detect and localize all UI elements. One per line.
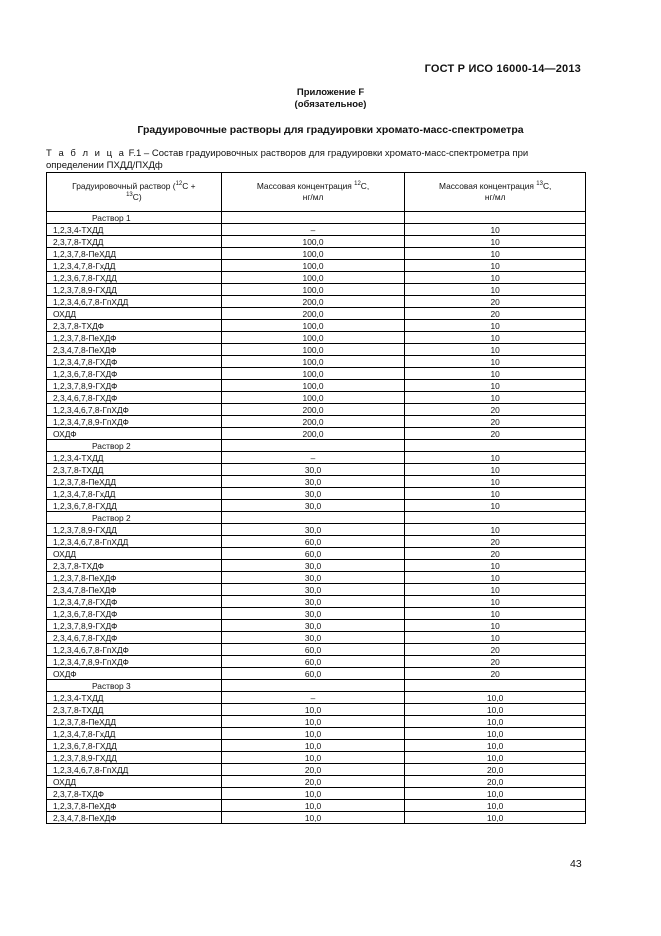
table-row	[47, 704, 586, 716]
compound-cell: 1,2,3,7,8-ПеХДФ	[47, 800, 222, 812]
c12-cell: 200,0	[221, 416, 405, 428]
compound-cell: 2,3,4,7,8-ПеХДФ	[47, 344, 222, 356]
c12-cell: 200,0	[221, 404, 405, 416]
compound-cell: 1,2,3,4,6,7,8-ГпХДД	[47, 536, 222, 548]
c13-cell: 10	[405, 632, 586, 644]
c13-cell: 10	[405, 236, 586, 248]
c13-cell: 10	[405, 380, 586, 392]
table-row	[47, 764, 586, 776]
c13-cell: 10	[405, 248, 586, 260]
c13-cell: 20	[405, 296, 586, 308]
compound-cell: 1,2,3,4,7,8-ГхДД	[47, 488, 222, 500]
table-row	[47, 476, 586, 488]
c12-cell: 100,0	[221, 236, 405, 248]
c13-cell: 10	[405, 344, 586, 356]
table-row	[47, 272, 586, 284]
c13-cell: 10	[405, 320, 586, 332]
c12-cell: 10,0	[221, 752, 405, 764]
c12-cell: 30,0	[221, 596, 405, 608]
compound-cell: 2,3,7,8-ТХДД	[47, 704, 222, 716]
c12-cell: 30,0	[221, 584, 405, 596]
c13-cell: 10,0	[405, 788, 586, 800]
compound-cell: 1,2,3,4,7,8-ГХДФ	[47, 356, 222, 368]
table-body	[47, 212, 586, 824]
table-row	[47, 644, 586, 656]
compound-cell: ОХДД	[47, 548, 222, 560]
compound-cell: 2,3,4,7,8-ПеХДФ	[47, 584, 222, 596]
compound-cell: 1,2,3,4,7,8,9-ГпХДФ	[47, 416, 222, 428]
c13-cell: 10	[405, 452, 586, 464]
compound-cell: ОХДФ	[47, 668, 222, 680]
compound-cell: 2,3,7,8-ТХДФ	[47, 320, 222, 332]
standard-designation: ГОСТ Р ИСО 16000-14—2013	[424, 63, 581, 75]
c12-cell: 30,0	[221, 476, 405, 488]
table-row	[47, 488, 586, 500]
c12-cell: 100,0	[221, 356, 405, 368]
compound-cell: 1,2,3,7,8,9-ГХДД	[47, 284, 222, 296]
c12-cell: 60,0	[221, 548, 405, 560]
c12-cell: 10,0	[221, 800, 405, 812]
compound-cell: 2,3,7,8-ТХДД	[47, 464, 222, 476]
table-row	[47, 656, 586, 668]
c13-cell: 10,0	[405, 716, 586, 728]
c13-cell: 10,0	[405, 728, 586, 740]
group-label: Раствор 2	[47, 512, 222, 524]
c12-cell: 30,0	[221, 620, 405, 632]
c13-cell: 10,0	[405, 704, 586, 716]
c12-cell: 30,0	[221, 524, 405, 536]
c13-cell: 10	[405, 620, 586, 632]
compound-cell: 1,2,3,4,6,7,8-ГпХДФ	[47, 644, 222, 656]
table-group-row	[47, 512, 586, 524]
c13-cell: 10	[405, 224, 586, 236]
c13-cell: 10	[405, 488, 586, 500]
table-row	[47, 752, 586, 764]
table-row	[47, 536, 586, 548]
compound-cell: 1,2,3,6,7,8-ГХДД	[47, 500, 222, 512]
table-row	[47, 368, 586, 380]
compound-cell: 1,2,3,7,8,9-ГХДФ	[47, 380, 222, 392]
table-header-row	[47, 173, 586, 212]
compound-cell: ОХДД	[47, 776, 222, 788]
table-caption	[46, 148, 586, 172]
calibration-table	[46, 172, 586, 824]
compound-cell: 1,2,3,4,7,8-ГХДФ	[47, 596, 222, 608]
c12-cell: –	[221, 224, 405, 236]
table-row	[47, 572, 586, 584]
compound-cell: 1,2,3,7,8-ПеХДФ	[47, 572, 222, 584]
table-row	[47, 776, 586, 788]
compound-cell: 1,2,3,7,8,9-ГХДФ	[47, 620, 222, 632]
c13-cell: 10	[405, 368, 586, 380]
c12-cell: 30,0	[221, 632, 405, 644]
compound-cell: 1,2,3,7,8,9-ГХДД	[47, 752, 222, 764]
c12-cell: 200,0	[221, 428, 405, 440]
c13-cell: 10	[405, 260, 586, 272]
table-row	[47, 632, 586, 644]
c13-cell: 10	[405, 356, 586, 368]
c12-cell: 30,0	[221, 608, 405, 620]
table-row	[47, 740, 586, 752]
table-row	[47, 380, 586, 392]
annex-heading	[0, 87, 661, 111]
section-title: Градуировочные растворы для градуировки хромато-масс-спектрометра	[137, 124, 524, 136]
table-row	[47, 596, 586, 608]
table-row	[47, 296, 586, 308]
header-c13-concentration: Массовая концентрация $^{13}$C, нг/мл	[405, 173, 586, 212]
table-row	[47, 344, 586, 356]
c12-cell: 100,0	[221, 320, 405, 332]
table-row	[47, 284, 586, 296]
c13-cell: 10	[405, 524, 586, 536]
compound-cell: 2,3,4,6,7,8-ГХДФ	[47, 632, 222, 644]
compound-cell: 2,3,7,8-ТХДФ	[47, 788, 222, 800]
table-group-row	[47, 680, 586, 692]
group-label: Раствор 1	[47, 212, 222, 224]
c12-cell: 100,0	[221, 284, 405, 296]
table-row	[47, 668, 586, 680]
compound-cell: 1,2,3,4,6,7,8-ГпХДД	[47, 296, 222, 308]
c13-cell: 10,0	[405, 812, 586, 824]
table-row	[47, 404, 586, 416]
compound-cell: 1,2,3,7,8-ПеХДД	[47, 476, 222, 488]
compound-cell: 1,2,3,7,8-ПеХДД	[47, 248, 222, 260]
c13-cell: 20	[405, 656, 586, 668]
c12-cell: 60,0	[221, 536, 405, 548]
c12-cell: 20,0	[221, 764, 405, 776]
c13-cell: 10,0	[405, 800, 586, 812]
c12-cell: 100,0	[221, 248, 405, 260]
table-row	[47, 608, 586, 620]
c13-cell: 10	[405, 500, 586, 512]
header-c12-concentration: Массовая концентрация $^{12}$C, нг/мл	[221, 173, 405, 212]
c13-cell: 10,0	[405, 740, 586, 752]
c12-cell: 200,0	[221, 296, 405, 308]
group-label: Раствор 3	[47, 680, 222, 692]
compound-cell: 2,3,7,8-ТХДД	[47, 236, 222, 248]
c12-cell: –	[221, 692, 405, 704]
c12-cell: 20,0	[221, 776, 405, 788]
table-row	[47, 620, 586, 632]
c13-cell: 10,0	[405, 752, 586, 764]
compound-cell: 2,3,4,6,7,8-ГХДФ	[47, 392, 222, 404]
table-caption-text: F.1 – Состав градуировочных растворов для градуировки хромато-масс-спектрометра при определении ПХДД/ПХДф	[46, 148, 529, 171]
table-group-row	[47, 440, 586, 452]
c13-cell: 10	[405, 392, 586, 404]
c13-cell: 20	[405, 548, 586, 560]
c13-cell: 10	[405, 464, 586, 476]
empty-cell	[221, 512, 405, 524]
table-row	[47, 308, 586, 320]
c12-cell: 30,0	[221, 500, 405, 512]
c13-cell: 20	[405, 308, 586, 320]
header-solution: Градуировочный раствор ($^{12}$C + $^{13}$C)	[47, 173, 222, 212]
table-row	[47, 248, 586, 260]
annex-label: Приложение F	[296, 87, 365, 98]
c12-cell: 10,0	[221, 704, 405, 716]
c12-cell: 10,0	[221, 716, 405, 728]
table-row	[47, 788, 586, 800]
c13-cell: 10	[405, 596, 586, 608]
c13-cell: 10	[405, 272, 586, 284]
c13-cell: 20,0	[405, 776, 586, 788]
empty-cell	[405, 512, 586, 524]
table-row	[47, 428, 586, 440]
compound-cell: 1,2,3,6,7,8-ГХДД	[47, 740, 222, 752]
c12-cell: 30,0	[221, 464, 405, 476]
compound-cell: 1,2,3,4-ТХДД	[47, 692, 222, 704]
c13-cell: 10,0	[405, 692, 586, 704]
table-row	[47, 416, 586, 428]
c12-cell: 100,0	[221, 332, 405, 344]
c12-cell: 100,0	[221, 380, 405, 392]
c12-cell: 30,0	[221, 560, 405, 572]
c12-cell: 10,0	[221, 740, 405, 752]
compound-cell: 1,2,3,7,8-ПеХДД	[47, 716, 222, 728]
empty-cell	[221, 212, 405, 224]
compound-cell: 1,2,3,4-ТХДД	[47, 224, 222, 236]
table-row	[47, 728, 586, 740]
c13-cell: 10	[405, 584, 586, 596]
c12-cell: 60,0	[221, 644, 405, 656]
c13-cell: 10	[405, 476, 586, 488]
c13-cell: 10	[405, 560, 586, 572]
empty-cell	[221, 680, 405, 692]
c13-cell: 10	[405, 608, 586, 620]
annex-status: (обязательное)	[294, 99, 367, 110]
table-row	[47, 320, 586, 332]
c12-cell: 10,0	[221, 728, 405, 740]
c12-cell: 100,0	[221, 272, 405, 284]
compound-cell: 1,2,3,7,8,9-ГХДД	[47, 524, 222, 536]
compound-cell: 1,2,3,4,7,8,9-ГпХДФ	[47, 656, 222, 668]
compound-cell: 1,2,3,4,7,8-ГхДД	[47, 728, 222, 740]
table-row	[47, 224, 586, 236]
table-row	[47, 500, 586, 512]
compound-cell: 2,3,4,7,8-ПеХДФ	[47, 812, 222, 824]
table-row	[47, 356, 586, 368]
c12-cell: 30,0	[221, 572, 405, 584]
table-row	[47, 716, 586, 728]
table-row	[47, 332, 586, 344]
table-row	[47, 584, 586, 596]
table-row	[47, 452, 586, 464]
empty-cell	[405, 680, 586, 692]
table-row	[47, 548, 586, 560]
c13-cell: 10	[405, 332, 586, 344]
compound-cell: ОХДД	[47, 308, 222, 320]
c12-cell: 10,0	[221, 788, 405, 800]
compound-cell: 2,3,7,8-ТХДФ	[47, 560, 222, 572]
table-row	[47, 260, 586, 272]
group-label: Раствор 2	[47, 440, 222, 452]
c13-cell: 20	[405, 416, 586, 428]
empty-cell	[221, 440, 405, 452]
compound-cell: 1,2,3,7,8-ПеХДФ	[47, 332, 222, 344]
table-row	[47, 524, 586, 536]
compound-cell: ОХДФ	[47, 428, 222, 440]
compound-cell: 1,2,3,6,7,8-ГХДД	[47, 272, 222, 284]
table-row	[47, 236, 586, 248]
compound-cell: 1,2,3,6,7,8-ГХДФ	[47, 368, 222, 380]
c13-cell: 20,0	[405, 764, 586, 776]
compound-cell: 1,2,3,6,7,8-ГХДФ	[47, 608, 222, 620]
c12-cell: –	[221, 452, 405, 464]
table-row	[47, 812, 586, 824]
table-row	[47, 692, 586, 704]
compound-cell: 1,2,3,4,6,7,8-ГпХДД	[47, 764, 222, 776]
c12-cell: 30,0	[221, 488, 405, 500]
c13-cell: 20	[405, 668, 586, 680]
c13-cell: 20	[405, 536, 586, 548]
table-row	[47, 560, 586, 572]
c12-cell: 60,0	[221, 668, 405, 680]
c13-cell: 10	[405, 572, 586, 584]
c12-cell: 200,0	[221, 308, 405, 320]
c13-cell: 20	[405, 404, 586, 416]
empty-cell	[405, 440, 586, 452]
table-caption-prefix: Т а б л и ц а	[46, 148, 126, 159]
c13-cell: 10	[405, 284, 586, 296]
table-group-row	[47, 212, 586, 224]
c13-cell: 20	[405, 428, 586, 440]
c12-cell: 100,0	[221, 368, 405, 380]
c12-cell: 10,0	[221, 812, 405, 824]
c12-cell: 100,0	[221, 392, 405, 404]
compound-cell: 1,2,3,4-ТХДД	[47, 452, 222, 464]
c12-cell: 100,0	[221, 260, 405, 272]
compound-cell: 1,2,3,4,6,7,8-ГпХДФ	[47, 404, 222, 416]
compound-cell: 1,2,3,4,7,8-ГхДД	[47, 260, 222, 272]
table-row	[47, 800, 586, 812]
empty-cell	[405, 212, 586, 224]
c13-cell: 20	[405, 644, 586, 656]
table-row	[47, 464, 586, 476]
table-row	[47, 392, 586, 404]
c12-cell: 60,0	[221, 656, 405, 668]
page-number: 43	[570, 858, 582, 870]
c12-cell: 100,0	[221, 344, 405, 356]
